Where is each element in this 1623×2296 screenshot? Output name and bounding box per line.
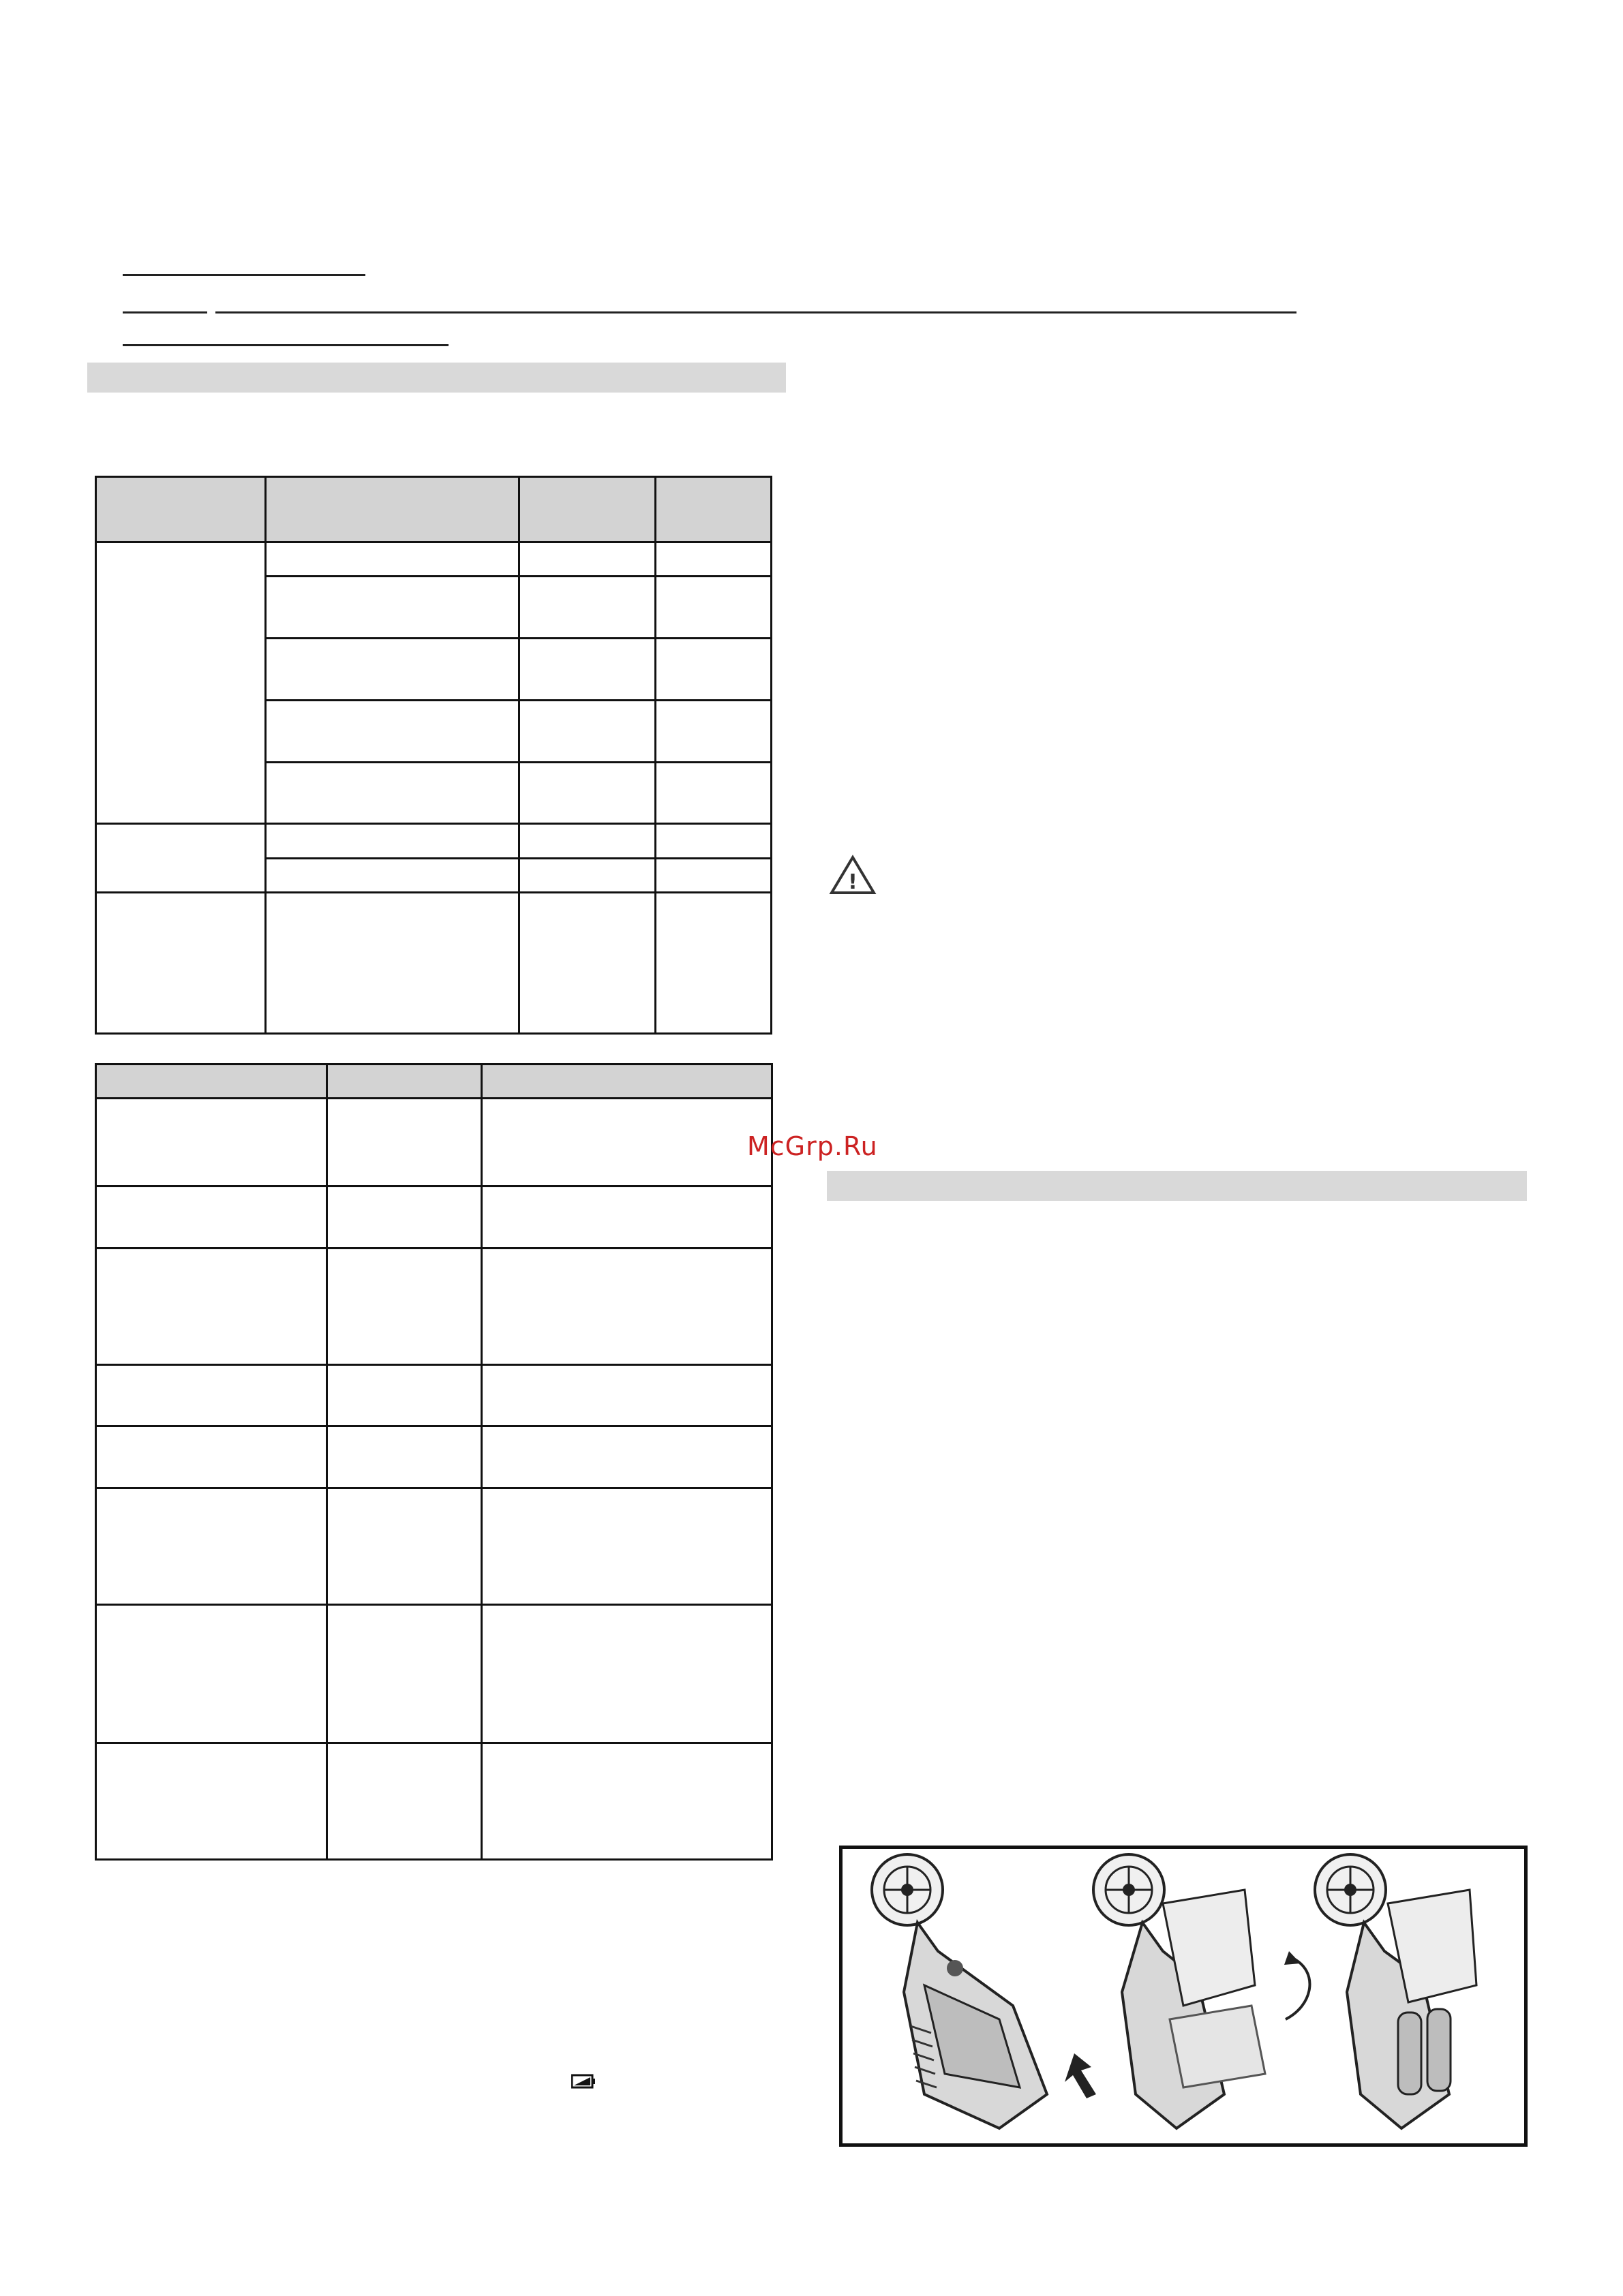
table-cell — [266, 639, 519, 701]
table-row — [96, 1743, 772, 1859]
table-cell — [96, 893, 266, 1034]
table-cell — [519, 762, 656, 824]
table-cell — [96, 1604, 327, 1743]
table-cell — [656, 639, 772, 701]
table-cell — [327, 1187, 481, 1249]
table-2-header-row — [96, 1065, 772, 1099]
table-row — [96, 542, 772, 576]
table-row — [96, 1488, 772, 1604]
table-row — [96, 1604, 772, 1743]
table-cell — [266, 577, 519, 639]
table-cell — [96, 1364, 327, 1426]
table-cell — [656, 700, 772, 762]
table-cell — [656, 577, 772, 639]
table-cell — [96, 1099, 327, 1187]
table-cell — [656, 858, 772, 892]
table-cell — [266, 762, 519, 824]
table-row — [96, 893, 772, 1034]
table-cell — [327, 1743, 481, 1859]
table-cell — [327, 1099, 481, 1187]
table-1-header-row — [96, 477, 772, 542]
table-cell — [482, 1187, 772, 1249]
section-header-bar-left — [87, 363, 786, 393]
table-cell — [519, 824, 656, 858]
specification-table-2 — [95, 1063, 773, 1861]
table-row — [96, 824, 772, 858]
table-cell — [656, 542, 772, 576]
heading-underline-3 — [123, 344, 449, 346]
table-cell — [266, 542, 519, 576]
table-cell — [327, 1488, 481, 1604]
table-row — [96, 1099, 772, 1187]
table-1-header-cell — [656, 477, 772, 542]
heading-underline-1 — [123, 274, 365, 276]
table-row — [96, 1248, 772, 1364]
table-cell — [96, 1248, 327, 1364]
table-cell — [96, 1426, 327, 1488]
table-cell — [266, 700, 519, 762]
table-1-header-cell — [96, 477, 266, 542]
anemometer-closed-icon — [872, 1854, 1096, 2128]
arrow-down-icon — [1065, 2053, 1096, 2098]
watermark-text: McGrp.Ru — [747, 1131, 878, 1161]
table-cell — [482, 1364, 772, 1426]
battery-low-icon — [571, 2073, 596, 2090]
table-cell — [519, 577, 656, 639]
battery-replacement-figure — [839, 1846, 1528, 2147]
table-cell — [519, 700, 656, 762]
table-cell — [656, 762, 772, 824]
specification-table-1 — [95, 476, 772, 1035]
table-cell — [327, 1364, 481, 1426]
rotate-arrow-icon — [1286, 1958, 1309, 2019]
table-2-header-cell — [482, 1065, 772, 1099]
table-2-header-cell — [327, 1065, 481, 1099]
table-cell — [96, 542, 266, 823]
table-cell — [656, 824, 772, 858]
table-row — [96, 1364, 772, 1426]
table-cell — [482, 1743, 772, 1859]
table-cell — [519, 639, 656, 701]
table-cell — [266, 893, 519, 1034]
table-cell — [519, 542, 656, 576]
battery-cell-icon — [1427, 2009, 1451, 2091]
table-cell — [482, 1248, 772, 1364]
battery-cell-icon — [1398, 2012, 1421, 2094]
table-cell — [96, 1488, 327, 1604]
table-cell — [327, 1248, 481, 1364]
anemometer-batteries-exposed-icon — [1315, 1854, 1476, 2128]
warning-glyph: ! — [848, 870, 858, 894]
table-cell — [96, 824, 266, 893]
table-cell — [327, 1604, 481, 1743]
section-header-bar-right — [827, 1171, 1527, 1201]
table-2-header-cell — [96, 1065, 327, 1099]
table-cell — [656, 893, 772, 1034]
table-cell — [482, 1604, 772, 1743]
table-cell — [519, 858, 656, 892]
table-cell — [96, 1187, 327, 1249]
table-cell — [519, 893, 656, 1034]
table-row — [96, 1426, 772, 1488]
warning-triangle-icon — [829, 855, 877, 896]
table-cell — [482, 1099, 772, 1187]
table-cell — [96, 1743, 327, 1859]
table-cell — [266, 858, 519, 892]
table-cell — [266, 824, 519, 858]
heading-underline-2b — [215, 311, 1296, 313]
table-row — [96, 1187, 772, 1249]
heading-underline-2a — [123, 311, 207, 313]
table-cell — [327, 1426, 481, 1488]
anemometer-battery-replacement-icon — [843, 1849, 1524, 2143]
table-cell — [482, 1426, 772, 1488]
table-1-header-cell — [519, 477, 656, 542]
table-1-header-cell — [266, 477, 519, 542]
anemometer-cover-open-icon — [1093, 1854, 1309, 2128]
table-cell — [482, 1488, 772, 1604]
